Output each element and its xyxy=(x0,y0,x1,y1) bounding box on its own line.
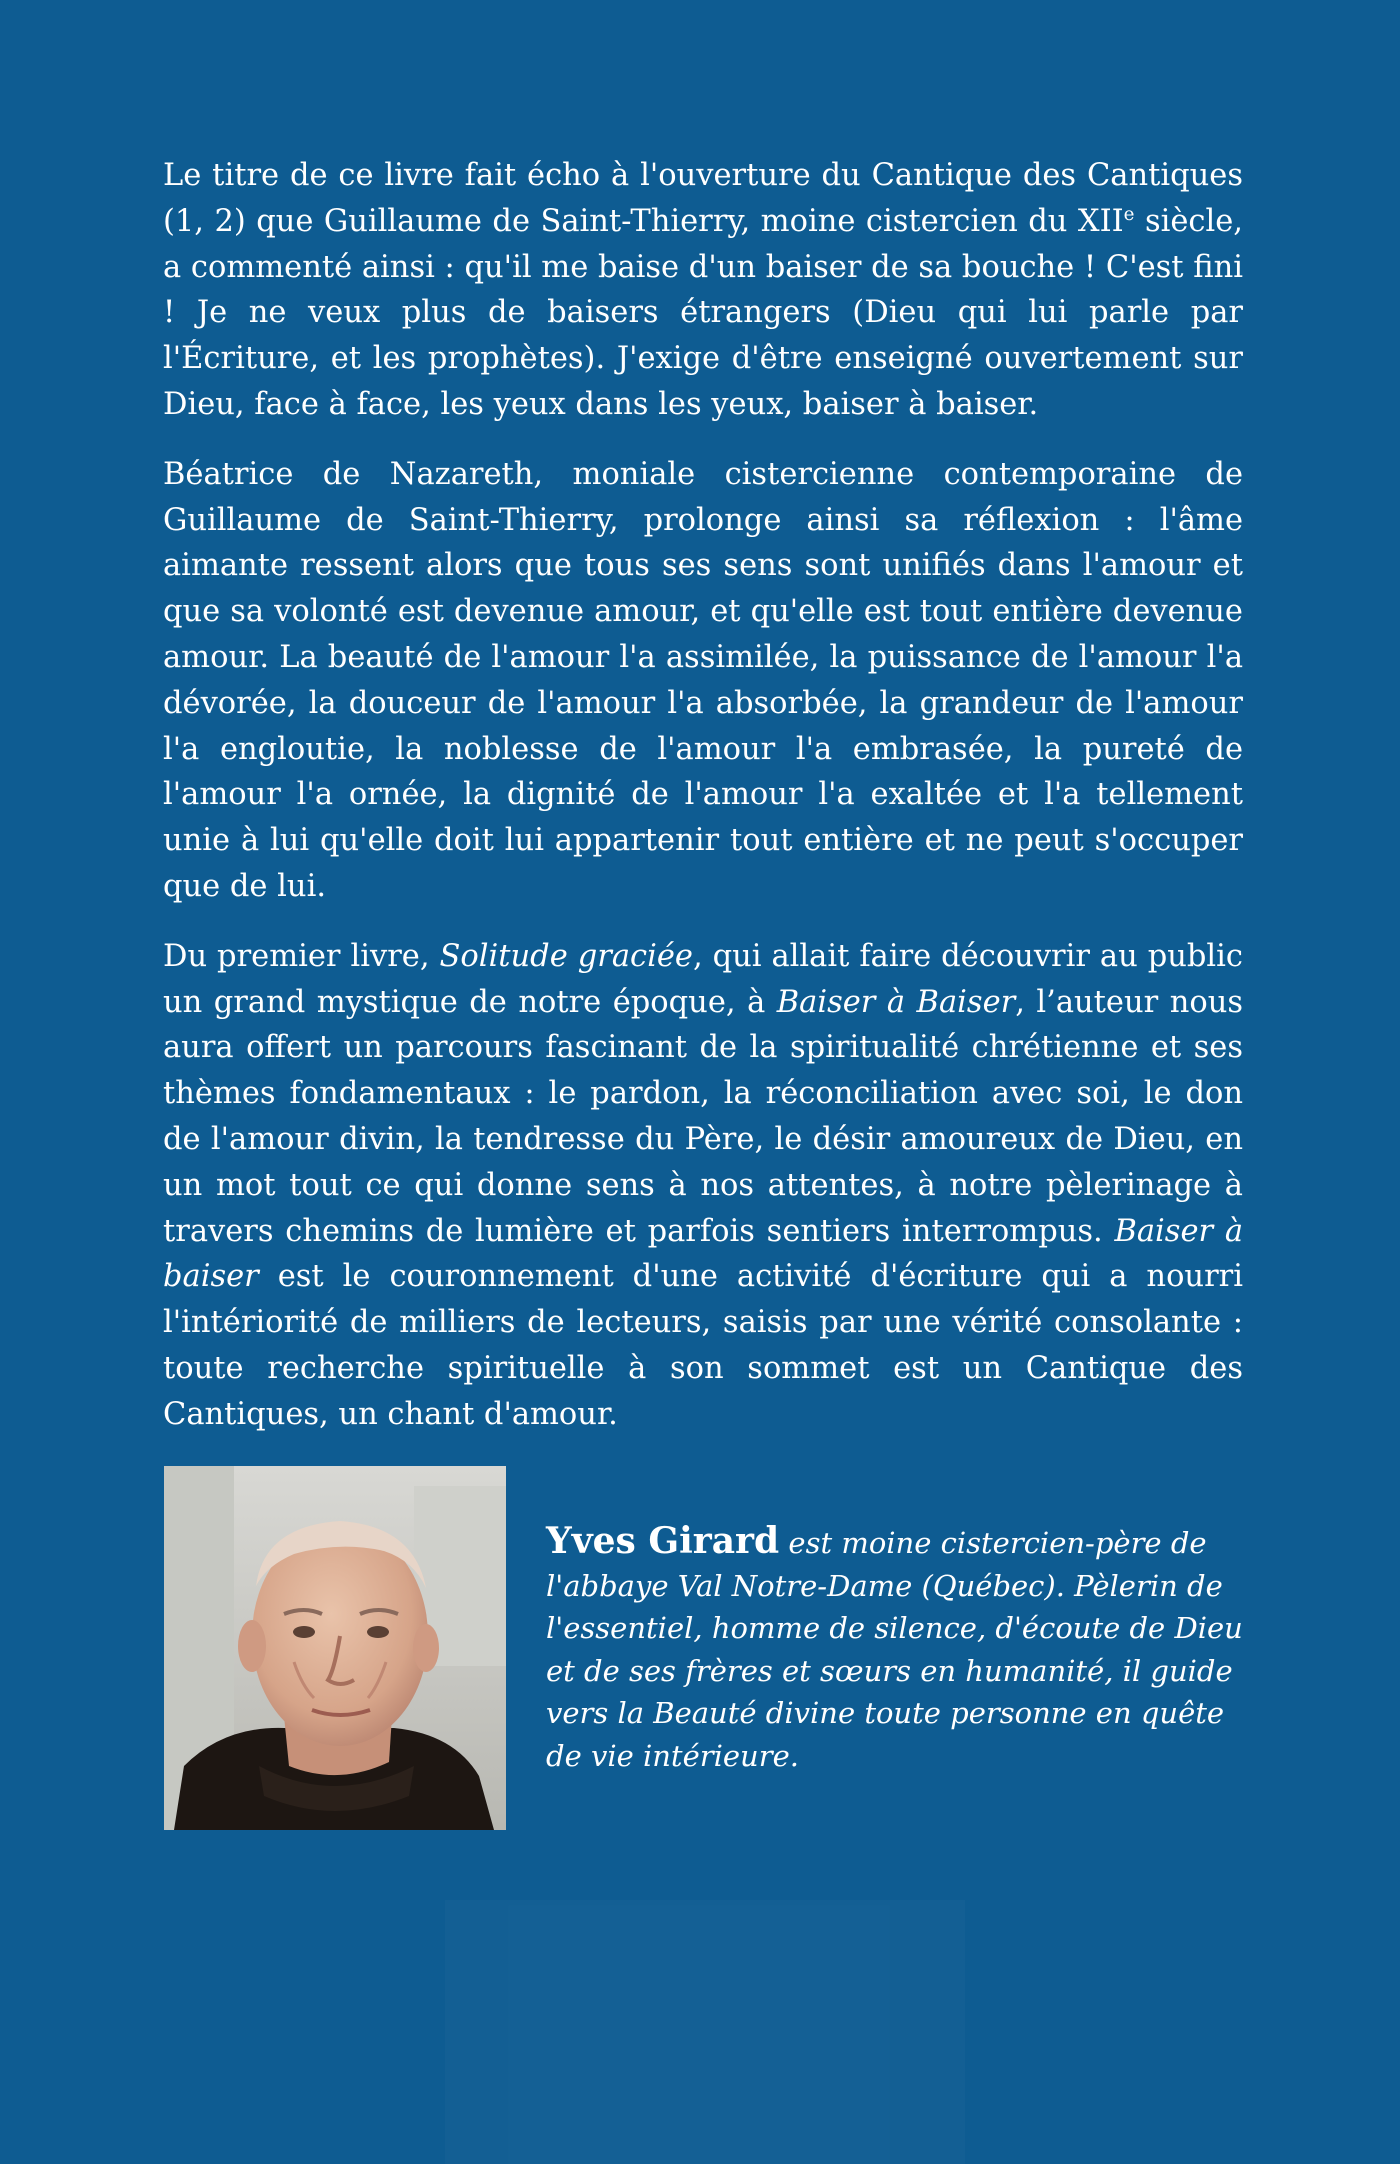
book-title-baiser: Baiser à Baiser xyxy=(776,984,1016,1020)
paragraph-1 xyxy=(163,153,1243,428)
paragraph-1-part-2: siècle, a commenté ainsi : qu'il me baise d'un baiser de sa bouche ! C'est fini ! Je ne veux plus de baisers étrangers (Dieu qui lui parle par l'Écriture, et les prophètes). J'exige d'être enseigné ouvertement sur Dieu, face à face, les yeux dans les yeux, baiser à baiser. xyxy=(163,203,1243,422)
paragraph-3-part-1: Du premier livre, xyxy=(163,938,440,974)
paragraph-3-part-3: , l’auteur nous aura offert un parcours fascinant de la spiritualité chrétienne et ses thèmes fondamentaux : le pardon, la réconciliation avec soi, le don de l'amour divin, la tendresse du Père, le désir amoureux de Dieu, en un mot tout ce qui donne sens à nos attentes, à notre pèlerinage à travers chemins de lumière et parfois sentiers interrompus. xyxy=(163,984,1243,1249)
book-title-solitude: Solitude graciée xyxy=(439,938,693,974)
paragraph-3 xyxy=(163,934,1243,1438)
paragraph-3-part-4: est le couronnement d'une activité d'écriture qui a nourri l'intériorité de milliers de lecteurs, saisis par une vérité consolante : toute recherche spirituelle à son sommet est un Cantique des Cantiques, un chant d'amour. xyxy=(163,1259,1243,1432)
author-name: Yves Girard xyxy=(546,1520,780,1562)
author-bio-text: est moine cistercien-père de l'abbaye Val Notre-Dame (Québec). Pèlerin de l'essentiel, homme de silence, d'écoute de Dieu et de ses frères et sœurs en humanité, il guide vers la Beauté divine toute personne en quête de vie intérieure. xyxy=(546,1526,1243,1773)
paragraph-2: Béatrice de Nazareth, moniale cistercienne contemporaine de Guillaume de Saint-Thierry, prolonge ainsi sa réflexion : l'âme aimante ressent alors que tous ses sens sont unifiés dans l'amour et que sa volonté est devenue amour, et qu'elle est tout entière devenue amour. La beauté de l'amour l'a assimilée, la puissance de l'amour l'a dévorée, la douceur de l'amour l'a absorbée, la grandeur de l'amour l'a engloutie, la noblesse de l'amour l'a embrasée, la pureté de l'amour l'a ornée, la dignité de l'amour l'a exaltée et l'a tellement unie à lui qu'elle doit lui appartenir tout entière et ne peut s'occuper que de lui. xyxy=(163,456,1243,904)
century-numeral: XII xyxy=(1077,203,1124,239)
author-portrait xyxy=(164,1466,506,1830)
book-title-baiser-2: Baiser à baiser xyxy=(163,1213,1244,1295)
author-bio xyxy=(546,1520,1246,1777)
back-cover-text xyxy=(163,153,1243,1462)
author-portrait-image xyxy=(164,1466,506,1830)
faint-barcode-area xyxy=(445,1900,965,2164)
century-superscript: e xyxy=(1123,203,1135,225)
paragraph-1-part-1: Le titre de ce livre fait écho à l'ouverture du Cantique des Cantiques (1, 2) que Guillaume de Saint-Thierry, moine cistercien du xyxy=(163,158,1243,239)
paragraph-3-part-2: , qui allait faire découvrir au public un grand mystique de notre époque, à xyxy=(163,938,1243,1020)
